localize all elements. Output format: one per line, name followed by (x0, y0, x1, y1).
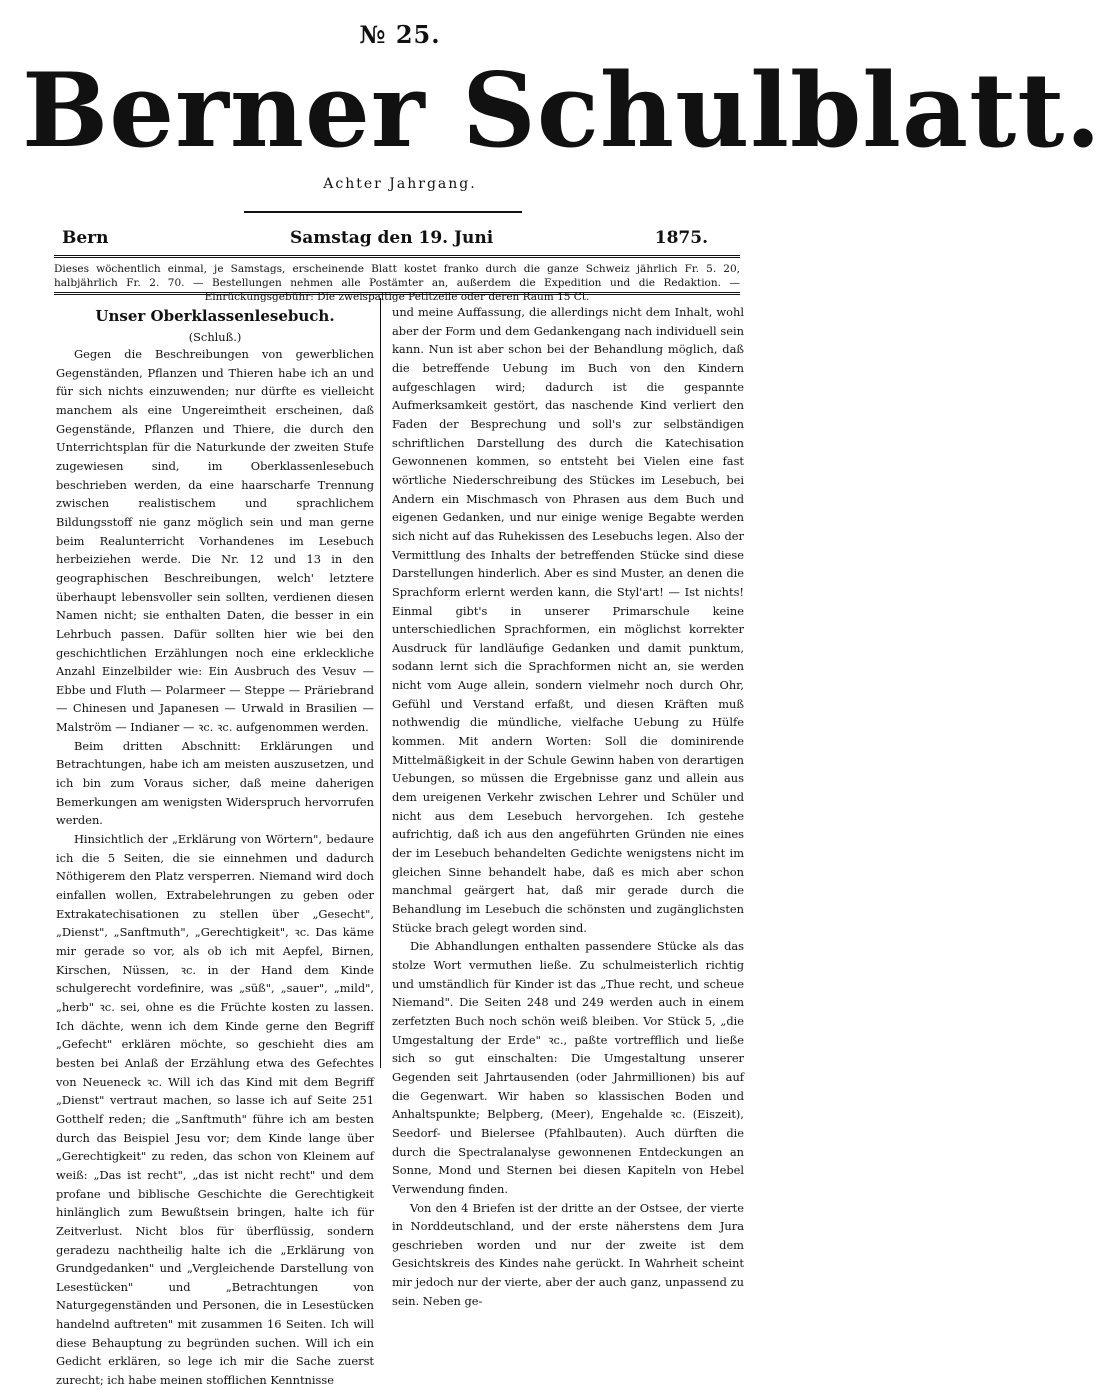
notice-bottom-rule (54, 292, 740, 295)
paragraph: Hinsichtlich der „Erklärung von Wörtern", bedaure ich die 5 Seiten, die sie einnehmen und dadurch Nöthigerem den Platz versperren. Niemand wird doch einfallen wollen, Extrabelehrungen zu geben oder Extrakatechisationen zu stellen über „Gesecht", „Dienst", „Sanftmuth", „Gerechtigkeit", ꝛc. Das käme mir gerade so vor, als ob ich mit Aepfel, Birnen, Kirschen, Nüssen, ꝛc. in der Hand dem Kinde schulgerecht vordefinire, was „süß", „sauer", „mild", „herb" ꝛc. sei, ohne es die Früchte kosten zu lassen. Ich dächte, wenn ich dem Kinde gerne den Begriff „Gefecht" erklären möchte, so geschieht dies am besten bei Anlaß der Erzählung etwa des Gefechtes von Neueneck ꝛc. Will ich das Kind mit dem Begriff „Dienst" vertraut machen, so lasse ich auf Seite 251 Gotthelf reden; die „Sanftmuth" führe ich am besten durch das Beispiel Jesu vor; dem Kinde lange über „Gerechtigkeit" zu reden, das schon von Kleinem auf weiß: „Das ist recht", „das ist nicht recht" und dem profane und biblische Geschichte die Gerechtigkeit hinlänglich zum Bewußtsein bringen, halte ich für Zeitverlust. Nicht blos für überflüssig, sondern geradezu nachtheilig halte ich die „Erklärung von Grundgedanken" und „Vergleichende Darstellung von Lesestücken" und „Betrachtungen von Naturgegenständen und Personen, die in Lesestücken handelnd auftreten" mit zusammen 16 Seiten. Ich will diese Behauptung zu begründen suchen. Will ich ein Gedicht erklären, so lege ich mir die Sache zuerst zurecht; ich habe meinen stofflichen Kenntnisse (56, 832, 374, 1388)
place-name: Bern (62, 228, 109, 248)
header-divider (244, 211, 522, 213)
article-title: Unser Oberklassenlesebuch. (95, 307, 335, 325)
issue-number: № 25. (359, 20, 441, 49)
paragraph: Von den 4 Briefen ist der dritte an der Ostsee, der vierte in Norddeutschland, und der erste näherstens dem Jura geschrieben worden und nur der zweite ist dem Gesichtskreis des Kindes nahe gerückt. In Wahrheit scheint mir jedoch nur der vierte, aber der auch ganz, unpassend zu sein. Neben ge- (392, 1200, 744, 1308)
column-divider (380, 298, 381, 1068)
paragraph: Die Abhandlungen enthalten passendere Stücke als das stolze Wort vermuthen ließe. Zu schulmeisterlich richtig und umständlich für Kinder ist das „Thue recht, und scheue Niemand". Die Seiten 248 und 249 werden auch in einem zerfetzten Buch noch schön weiß bleiben. Vor Stück 5, „die Umgestaltung der Erde" ꝛc., paßte vortrefflich und ließe sich so gut einschalten: Die Umgestaltung unserer Gegenden seit Jahrtausenden (oder Jahrmillionen) bis auf die Gegenwart. Wir haben so klassischen Boden und Anhaltspunkte; Belpberg, (Meer), Engehalde ꝛc. (Eiszeit), Seedorf- und Bielersee (Pfahlbauten). Auch dürften die durch die Spectralanalyse gewonnenen Entdeckungen an Sonne, Mond und Sternen bei diesen Kapiteln von Hebel Verwendung finden. (392, 939, 744, 1196)
paragraph: Gegen die Beschreibungen von gewerblichen Gegenständen, Pflanzen und Thieren habe ich an und für sich nichts einzuwenden; nur dürfte es vielleicht manchem als eine Ungereimtheit erscheinen, daß Gegenstände, Pflanzen und Thiere, die durch den Unterrichtsplan für die Naturkunde der zweiten Stufe zugewiesen sind, im Oberklassenlesebuch beschrieben werden, da eine haarscharfe Trennung zwischen realistischem und sprachlichem Bildungsstoff nie ganz möglich sein und man gerne beim Realunterricht Vorhandenes im Lesebuch herbeiziehen werde. Die Nr. 12 und 13 in den geographischen Beschreibungen, welch' letztere überhaupt lebensvoller sein sollten, verdienen diesen Namen nicht; sie enthalten Daten, die besser in ein Lehrbuch passen. Dafür sollten hier wie bei den geschichtlichen Erzählungen noch eine erkleckliche Anzahl Einzelbilder wie: Ein Ausbruch des Vesuv — Ebbe und Fluth — Polarmeer — Steppe — Präriebrand — Chinesen und Japanesen — Urwald in Brasilien — Malström — Indianer — ꝛc. ꝛc. aufgenommen werden. (56, 347, 374, 735)
paragraph: und meine Auffassung, die allerdings nicht dem Inhalt, wohl aber der Form und dem Gedankengang nach individuell sein kann. Nun ist aber schon bei der Behandlung möglich, daß die betreffende Uebung im Buch von den Kindern aufgeschlagen wird; dadurch ist die gespannte Aufmerksamkeit gestört, das naschende Kind verliert den Faden der Besprechung und soll's zur selbständigen schriftlichen Darstellung des durch die Katechisation Gewonnenen kommen, so entsteht bei Vielen eine fast wörtliche Niederschreibung des Stückes im Lesebuch, bei Andern ein Mischmasch von Phrasen aus dem Buch und eigenen Gedanken, und nur einige wenige Begabte werden sich nicht auf das Ruhekissen des Lesebuchs legen. Also der Vermittlung des Inhalts der betreffenden Stücke sind diese Darstellungen hinderlich. Aber es sind Muster, an denen die Sprachform erlernt werden kann, die Styl'art! — Ist nichts! Einmal gibt's in unserer Primarschule keine unterschiedlichen Sprachformen, ein möglichst korrekter Ausdruck für landläufige Gedanken und damit punktum, sodann lernt sich die Sprachformen nicht an, sie werden nicht vom Auge allein, sondern vielmehr noch durch Ohr, Gefühl und Verstand erfaßt, und diesen Kräften muß nothwendig die mündliche, vielfache Uebung zu Hülfe kommen. Mit andern Worten: Soll die dominirende Mittelmäßigkeit in der Schule Gewinn haben von derartigen Uebungen, so müssen die Ergebnisse ganz und allein aus dem ureigenen Verkehr zwischen Lehrer und Schüler und nicht aus dem Lesebuch hervorgehen. Ich gestehe aufrichtig, daß ich aus den angeführten Gründen nie eines der im Lesebuch behandelten Gedichte wenigstens nicht im gleichen Sinne behandelt habe, daß es mich aber schon manchmal geärgert hat, daß mir gerade durch die Behandlung im Lesebuch die schönsten und zugänglichsten Stücke brach gelegt worden sind. (392, 305, 744, 935)
left-column (56, 303, 374, 1390)
subscription-notice: Dieses wöchentlich einmal, je Samstags, erscheinende Blatt kostet franko durch die ganze Schweiz jährlich Fr. 5. 20, halbjährlich Fr. 2. 70. — Bestellungen nehmen alle Postämter an, außerdem die Expedition und die Redaktion. — Einrückungsgebühr: Die zweispaltige Petitzeile oder deren Raum 15 Ct. (54, 263, 740, 303)
article-subtitle: (Schluß.) (188, 330, 242, 344)
issue-year: 1875. (654, 228, 708, 248)
notice-top-rule (54, 255, 740, 258)
issue-date: Samstag den 19. Juni (290, 228, 494, 248)
paragraph: Beim dritten Abschnitt: Erklärungen und Betrachtungen, habe ich am meisten auszusetzen, und ich bin zum Voraus sicher, daß meine daherigen Bemerkungen am wenigsten Widerspruch hervorrufen werden. (56, 738, 374, 828)
volume-line: Achter Jahrgang. (323, 176, 477, 192)
dateline (62, 228, 708, 252)
newspaper-title: Berner Schulblatt. (22, 51, 1102, 171)
right-column (392, 303, 744, 1310)
